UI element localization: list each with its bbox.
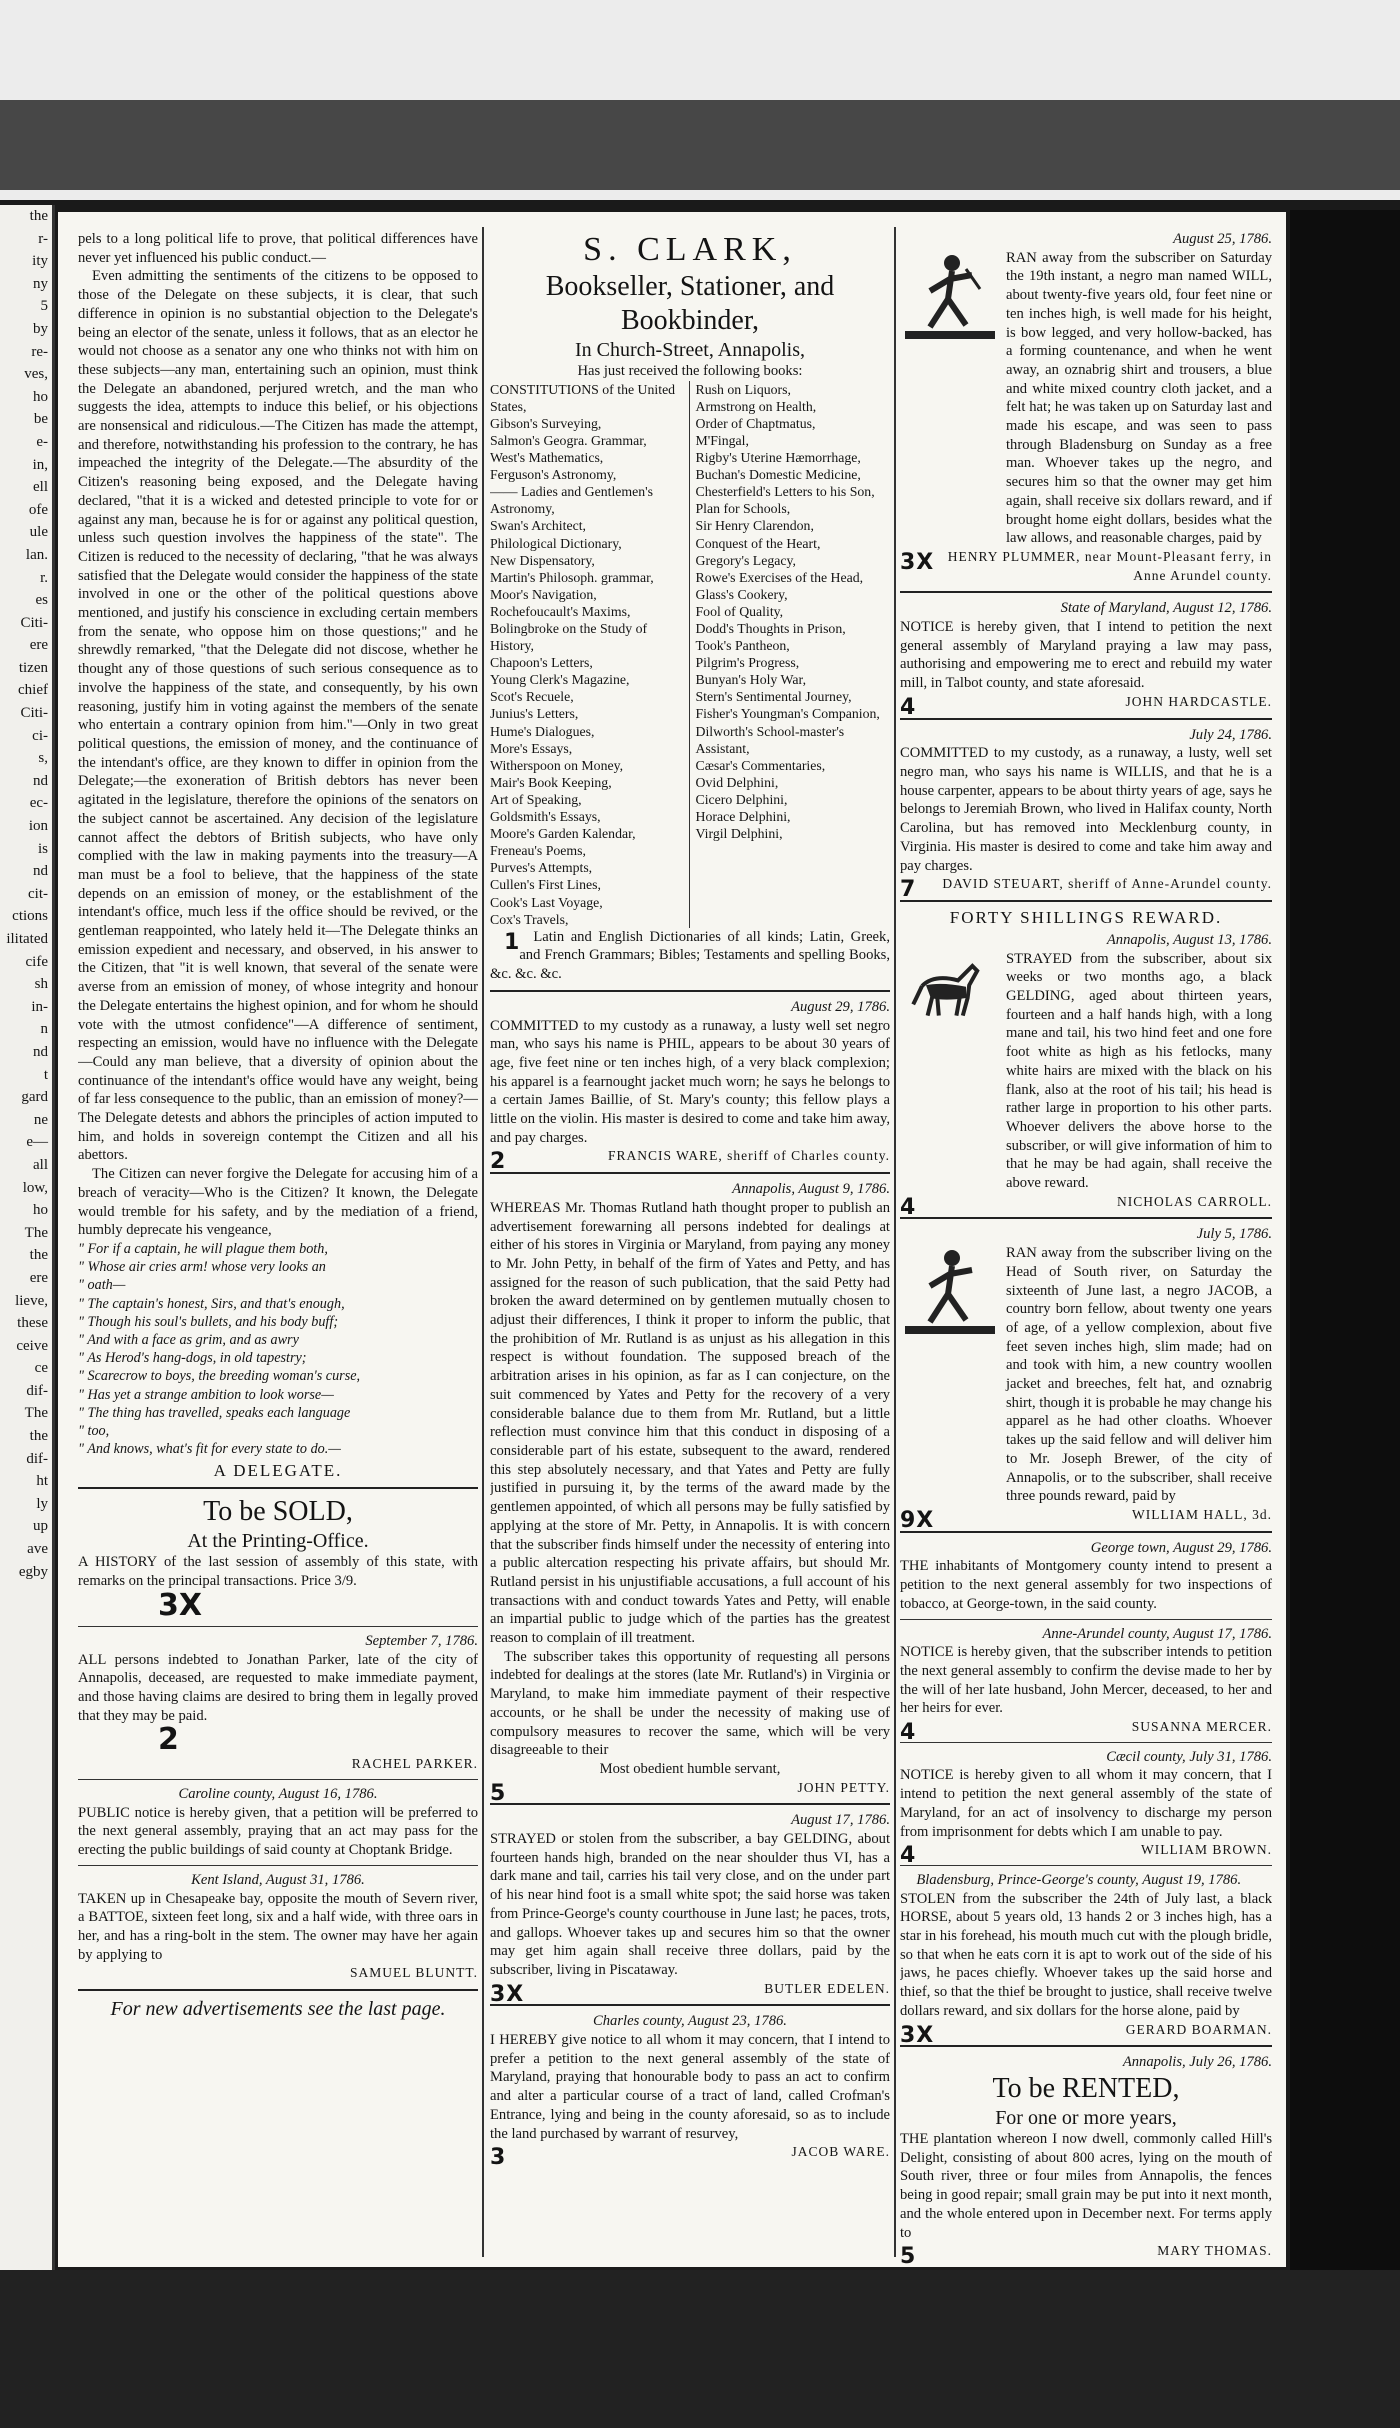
handwritten-mark: 3X: [900, 2022, 935, 2048]
book-list: [490, 381, 890, 928]
margin-fragment: ity: [32, 253, 48, 270]
book-title: Philological Dictionary,: [490, 535, 622, 551]
divider: [78, 1487, 478, 1489]
divider: [900, 1742, 1272, 1743]
ad-title: To be SOLD,: [203, 1496, 353, 1528]
ad-intro: Has just received the following books:: [577, 363, 803, 379]
margin-fragment: ny: [33, 275, 48, 292]
book-title: —— Ladies and Gentlemen's Astronomy,: [490, 484, 654, 517]
margin-fragment: re-: [31, 343, 48, 360]
margin-fragment: r-: [38, 230, 48, 247]
margin-fragment: r.: [40, 569, 48, 586]
book-title: Chesterfield's Letters to his Son,: [695, 484, 875, 500]
ad-title: To be RENTED,: [992, 2072, 1180, 2104]
book-spine: [1290, 210, 1400, 2310]
column-left: [78, 230, 478, 2021]
handwritten-mark: 2: [158, 1722, 179, 1758]
article-text: The Citizen can never forgive the Delegate for accusing him of a breach of veracity—Who is the Citizen? It known, the Delegate would tremble for his safety, and by the mediation of a friend, humbly deprecate his vengeance,: [78, 1166, 478, 1239]
ad-body: STRAYED from the subscriber, about six weeks or two months ago, a black GELDING, aged about thirteen years, fourteen and a half hands high, with a long mane and tail, his two hind feet and one fore foot white as high as his fetlocks, many white hairs are mixed with the black on his flank, also at the root of his tail; his head is rather large in proportion to his other parts. Whoever delivers the above horse to the subscriber, or will give information of him to that he may be had again, shall receive the above reward.: [1006, 950, 1272, 1192]
book-title: Witherspoon on Money,: [490, 757, 624, 773]
book-title: Cæsar's Commentaries,: [695, 757, 826, 773]
runaway-ad: [900, 249, 1272, 548]
ad-signature: 3X HENRY PLUMMER, near Mount-Pleasant ferry, in Anne Arundel county.: [900, 548, 1272, 583]
book-title: Fisher's Youngman's Companion,: [695, 706, 880, 722]
margin-fragment: all: [33, 1156, 48, 1173]
handwritten-mark: 3X: [490, 1981, 525, 2007]
margin-fragment: chief: [18, 682, 48, 699]
margin-fragment: cit-: [28, 885, 48, 902]
margin-fragment: dif-: [26, 1450, 48, 1467]
left-page-strip: [0, 205, 55, 2285]
newspaper-page: [58, 212, 1286, 2267]
book-title: West's Mathematics,: [490, 450, 604, 466]
book-title: Junius's Letters,: [490, 706, 579, 722]
ad-body: 1 Latin and English Dictionaries of all kinds; Latin, Greek, and French Grammars; Bibles; Testaments and spelling Books, &c. &c. &c.: [490, 928, 890, 983]
divider: [900, 1217, 1272, 1219]
book-title: Bolingbroke on the Study of History,: [490, 621, 648, 654]
article-text: pels to a long political life to prove, that political differences have never yet influenced his public conduct.—: [78, 231, 478, 266]
ad-date: Anne-Arundel county, August 17, 1786.: [1042, 1625, 1272, 1642]
margin-fragment: The: [24, 1405, 48, 1422]
ad-signature: 9X WILLIAM HALL, 3d.: [900, 1506, 1272, 1525]
margin-fragment: 5: [40, 298, 48, 315]
ad-body: A HISTORY of the last session of assembly of this state, with remarks on the principal transactions. Price 3/9.: [78, 1554, 478, 1590]
divider: [78, 1865, 478, 1866]
margin-fragment: ion: [28, 818, 48, 835]
handwritten-mark: 3: [490, 2145, 507, 2171]
margin-fragment: ho: [33, 388, 48, 405]
margin-fragment: ht: [36, 1473, 48, 1490]
handwritten-mark: 4: [900, 1194, 917, 1220]
book-title: Plan for Schools,: [695, 501, 791, 517]
article-text: Even admitting the sentiments of the citizens to be opposed to those of the Delegate on these subjects, it is clear, that such difference in opinion is no substantial objection to the Delegate's being an elector of the senate, unless it follows, that as an elector he would not choose as a senator any one who thinks not with him on these subjects—any man, entertaining such an opinion, must think the Delegate an abandoned, perjured wretch, and the man who suggests the idea, attempts to induce this belief, or his objections are nonsensical and ridiculous.—The Citizen has made the attempt, and therefore, notwithstanding his profession to the contrary, he has impeached the integrity of the Delegate.—The absurdity of the Citizen's reasoning being exposed, and the Delegate having declared, "that it is a wicked and detested principle to vote for or against any man, because he is for or against any political question, unless such question involves the happiness of the state". The Citizen is reduced to the necessity of declaring, "that he was always satisfied that the Delegate would consider the happiness of the state involved in one or the other of the political questions above mentioned, and justify his conscience in excluding certain members from the senate, who oppose him on those questions;" and he shrewdly remarked, "that the Delegate did not discose, whether he thought any of those questions of such serious consequence as to involve the happiness of the state, and consequently, by his own reasoning, justify him in voting against the members of the senate who entertain a contrary opinion from him."—Only in two great political questions, the emission of money, and the continuance of the intendant's office, are they known to differ in opinion from the Delegate;—the exoneration of British debtors has never been agitated in the legislature, therefore the opinions of the senators on the subject cannot be ascertained. Any decision of the legislature cannot affect the debtors of British subjects, who have only complied with the law in making payments into the treasury—A man must be a fool to believe, that the happiness of the state depends on an emission of money, or the establishment of the intendant's office, much less if the office should be revived, or the gentleman reappointed, who lately held it—The Delegate thinks an emission expedient and necessary, and observed, in his answer to the Citizen, that "it is well known, that several of the senate were averse from an emission of money, of whose integrity and honour the Delegate entertains the highest opinion, and for whom he should vote with the utmost confidence"—A difference of sentiment, respecting an emission, would have no influence with the Delegate—Could any man believe, that a diversity of opinion about the continuance of the intendant's office would have any weight, being of far less consequence to the public, than an emission of money?—The Delegate detests and abhors the principles of action imputed to him, and holds in sovereign contempt the Citizen and all his abettors.: [78, 268, 478, 1164]
verse-line: " And knows, what's fit for every state to do.—: [78, 1441, 341, 1458]
ad-signature: 4 JOHN HARDCASTLE.: [900, 693, 1272, 712]
book-title: Ferguson's Astronomy,: [490, 467, 617, 483]
divider: [900, 1531, 1272, 1533]
verse-line: " Has yet a strange ambition to look worse—: [78, 1386, 334, 1403]
book-title: Horace Delphini,: [695, 809, 791, 825]
margin-fragment: ule: [29, 524, 48, 541]
margin-fragment: Citi-: [20, 705, 48, 722]
margin-fragment: ofe: [28, 501, 48, 518]
signoff: A DELEGATE.: [213, 1461, 343, 1481]
ad-body: NOTICE is hereby given, that the subscriber intends to petition the next general assembly to confirm the devise made to her by the will of her late husband, John Mercer, deceased, to her and her heirs for ever.: [900, 1644, 1272, 1717]
handwritten-mark: 4: [900, 694, 917, 720]
ad-body: TAKEN up in Chesapeake bay, opposite the mouth of Severn river, a BATTOE, sixteen feet long, six and a half wide, with three oars in her, and has a ring-bolt in the stem. The owner may have her again by applying to: [78, 1890, 478, 1963]
margin-fragment: ere: [29, 1269, 48, 1286]
book-title: Cullen's First Lines,: [490, 877, 601, 893]
margin-fragment: ave: [27, 1541, 48, 1558]
book-title: Gregory's Legacy,: [695, 552, 796, 568]
handwritten-mark: 1: [504, 929, 520, 955]
verse-line: " too,: [78, 1423, 110, 1439]
ad-title: FORTY SHILLINGS REWARD.: [949, 907, 1223, 927]
margin-fragment: be: [33, 411, 48, 428]
verse-line: " Scarecrow to boys, the breeding woman's curse,: [78, 1368, 361, 1385]
ad-signature: 5 MARY THOMAS.: [900, 2242, 1272, 2261]
margin-fragment: The: [24, 1224, 48, 1241]
ad-body: THE plantation whereon I now dwell, commonly called Hill's Delight, consisting of about 800 acres, lying on the mouth of South river, three or four miles from Annapolis, the fences being in good repair; small grain may be put into it next month, and the whole entered upon in December next. For terms apply to: [900, 2130, 1272, 2241]
book-title: Goldsmith's Essays,: [490, 809, 601, 825]
ad-signature: 4 NICHOLAS CARROLL.: [900, 1193, 1272, 1212]
verse-line: " As Herod's hang-dogs, in old tapestry;: [78, 1350, 307, 1367]
book-title: Rush on Liquors,: [695, 381, 791, 397]
ad-date: Annapolis, August 13, 1786.: [1106, 931, 1272, 948]
book-title: Order of Chaptmatus,: [695, 415, 816, 431]
book-title: Mair's Book Keeping,: [490, 774, 612, 790]
book-title: Cox's Travels,: [490, 911, 569, 927]
divider: [78, 1989, 478, 1991]
page-footer-note: For new advertisements see the last page.: [110, 1998, 446, 2021]
handwritten-mark: 7: [900, 877, 917, 903]
ad-body: RAN away from the subscriber on Saturday the 19th instant, a negro man named WILL, about twenty-five years old, four feet nine or ten inches high, is well made for his height, is bow legged, and very hollow-backed, has a forming countenance, and when he went away, an oznabrig shirt and trousers, a blue and white mixed country cloth jacket, and a felt hat; he was taken up on Saturday last and made his escape, and was seen to pass through Bladensburg on Sunday as a free man. Whoever takes up the negro, and secures him so that the owner may get him again, shall receive six dollars reward, and if brought home eight dollars, besides what the law allows, and reasonable charges, paid by: [1006, 249, 1272, 547]
margin-fragment: in-: [31, 998, 48, 1015]
ad-signature: 3X BUTLER EDELEN.: [490, 1980, 890, 1999]
ad-body: COMMITTED to my custody as a runaway, a lusty well set negro man, who says his name is PHIL, appears to be about 30 years of age, five feet nine or ten inches high, of a very black complexion; his apparel is a fearnought jacket much worn; he says he belongs to a certain James Baillie, of St. Mary's county; this fellow plays a little on the violin. His master is desired to come and take him away, and pay charges.: [490, 1017, 890, 1146]
book-title: More's Essays,: [490, 740, 573, 756]
book-title: CONSTITUTIONS of the United States,: [490, 381, 676, 414]
ad-signature: 2 FRANCIS WARE, sheriff of Charles county.: [490, 1147, 890, 1166]
divider: [900, 900, 1272, 902]
ad-date: Charles county, August 23, 1786.: [593, 2013, 787, 2030]
ad-date: Cæcil county, July 31, 1786.: [1106, 1748, 1272, 1765]
scan-bottom-shadow: [0, 2270, 1400, 2428]
margin-fragment: sh: [34, 976, 48, 993]
ad-date: September 7, 1786.: [365, 1632, 478, 1649]
margin-fragment: Citi-: [20, 614, 48, 631]
handwritten-mark: 9X: [900, 1508, 935, 1533]
margin-fragment: lieve,: [15, 1292, 48, 1309]
ad-date: George town, August 29, 1786.: [1090, 1539, 1272, 1556]
divider: [900, 1865, 1272, 1866]
ad-subtitle: At the Printing-Office.: [187, 1530, 369, 1553]
handwritten-mark: 4: [900, 1720, 917, 1746]
ad-body: THE inhabitants of Montgomery county intend to present a petition to the next general assembly for two inspections of tobacco, at George-town, in the said county.: [900, 1558, 1272, 1612]
book-title: Bunyan's Holy War,: [695, 672, 807, 688]
ad-signature: RACHEL PARKER.: [351, 1756, 478, 1772]
margin-fragment: ilitated: [6, 931, 48, 947]
margin-fragment: up: [33, 1518, 48, 1535]
ad-closing: Most obedient humble servant,: [599, 1760, 781, 1777]
margin-fragment: es: [35, 592, 48, 609]
book-title: Hume's Dialogues,: [490, 723, 595, 739]
book-title: Chapoon's Letters,: [490, 655, 593, 671]
margin-fragment: ec-: [29, 795, 48, 812]
handwritten-mark: 2: [490, 1149, 507, 1175]
margin-fragment: nd: [33, 863, 48, 880]
book-title: Cook's Last Voyage,: [490, 894, 603, 910]
book-title: Virgil Delphini,: [695, 826, 783, 842]
margin-fragment: dif-: [26, 1382, 48, 1399]
margin-fragment: ceive: [16, 1337, 48, 1354]
book-title: Ovid Delphini,: [695, 774, 779, 790]
book-title: Sir Henry Clarendon,: [695, 518, 814, 534]
divider: [490, 990, 890, 992]
ad-body: The subscriber takes this opportunity of requesting all persons indebted for dealings at the stores (late Mr. Rutland's) in Virginia or Maryland, to make him immediate payment of their respective accounts, or he shall be under the necessity of making use of compulsory measures to recover the same, which will be very disagreeable to their: [490, 1648, 890, 1759]
book-title: Pilgrim's Progress,: [695, 655, 800, 671]
ad-body: PUBLIC notice is hereby given, that a petition will be preferred to the next general assembly, praying that an act may pass for the erecting the public buildings of said county at Choptank Bridge.: [78, 1804, 478, 1859]
book-title: Dilworth's School-master's Assistant,: [695, 723, 845, 756]
margin-fragment: ves,: [24, 366, 48, 383]
ad-signature: 4 SUSANNA MERCER.: [900, 1718, 1272, 1737]
margin-fragment: low,: [22, 1179, 48, 1196]
ad-signature: 4 WILLIAM BROWN.: [900, 1841, 1272, 1860]
ad-body: NOTICE is hereby given, that I intend to petition the next general assembly of Maryland praying a law may pass, authorising and empowering me to erect and rebuild my water mill, in Talbot county, and state aforesaid.: [900, 619, 1272, 692]
ad-signature: 5 JOHN PETTY.: [490, 1779, 890, 1798]
margin-fragment: is: [37, 840, 48, 857]
margin-fragment: s,: [38, 750, 48, 767]
ad-signature: 3X GERARD BOARMAN.: [900, 2021, 1272, 2040]
margin-fragment: ctions: [12, 908, 48, 925]
book-title: Rowe's Exercises of the Head,: [695, 569, 864, 585]
divider: [900, 591, 1272, 593]
handwritten-mark: 5: [490, 1780, 507, 1806]
book-title: Fool of Quality,: [695, 603, 784, 619]
margin-fragment: ho: [33, 1202, 48, 1219]
ad-body: COMMITTED to my custody, as a runaway, a lusty, well set negro man, who says his name is WILLIS, and that he is a house carpenter, appears to be about thirty years of age, says he belongs to Jeremiah Brown, who lived in Halifax county, North Carolina, but has removed into Mecklenburg county, in Virginia. His master is desired to come and take him away and pay charges.: [900, 745, 1272, 874]
book-title: Purves's Attempts,: [490, 860, 593, 876]
book-title: Dodd's Thoughts in Prison,: [695, 621, 846, 637]
column-middle: [490, 230, 890, 2173]
handwritten-mark: 5: [900, 2244, 917, 2267]
divider: [78, 1626, 478, 1627]
margin-fragment: ere: [29, 637, 48, 654]
runaway-ad: [900, 1244, 1272, 1506]
strayed-horse-ad: [900, 950, 1272, 1193]
margin-fragment: gard: [21, 1089, 48, 1106]
book-title: New Dispensatory,: [490, 552, 595, 568]
book-title: Rigby's Uterine Hæmorrhage,: [695, 450, 861, 466]
divider: [490, 2004, 890, 2006]
column-right: [900, 230, 1272, 2267]
ad-signature: SAMUEL BLUNTT.: [350, 1965, 478, 1981]
ad-date: July 5, 1786.: [1196, 1226, 1272, 1243]
verse-line: " oath—: [78, 1277, 126, 1294]
ad-body: STOLEN from the subscriber the 24th of July last, a black HORSE, about 5 years old, 13 hands 2 or 3 inches high, has a star in his forehead, his mouth much cut with the plough bridle, so that when he eats corn it is apt to work out of the side of his jaws, he paces chiefly. Whoever takes up the said horse and thief, so that the thief be brought to justice, shall receive twelve dollars reward, and six dollars for the horse alone, paid by: [900, 1890, 1272, 2019]
margin-fragment: these: [17, 1315, 48, 1332]
handwritten-mark: 3X: [900, 549, 935, 575]
verse-line: " Though his soul's bullets, and his body buff;: [78, 1313, 339, 1330]
ad-subtitle: For one or more years,: [995, 2106, 1177, 2129]
ad-date: Bladensburg, Prince-George's county, August 19, 1786.: [916, 1871, 1242, 1888]
margin-fragment: cife: [25, 953, 48, 970]
margin-fragment: the: [29, 1428, 48, 1445]
book-title: Cicero Delphini,: [695, 791, 788, 807]
ad-subtitle: Bookseller, Stationer, and Bookbinder,: [545, 271, 835, 336]
margin-fragment: egby: [18, 1563, 48, 1580]
ad-title: S. CLARK,: [583, 231, 797, 268]
margin-fragment: nd: [33, 772, 48, 789]
book-list-right: [690, 381, 891, 928]
ad-date: July 24, 1786.: [1189, 726, 1272, 743]
book-title: Buchan's Domestic Medicine,: [695, 467, 861, 483]
book-title: Art of Speaking,: [490, 791, 582, 807]
verse-block: [78, 1240, 478, 1458]
column-rule: [482, 227, 484, 2257]
verse-line: " The thing has travelled, speaks each language: [78, 1404, 351, 1421]
book-title: Conquest of the Heart,: [695, 535, 821, 551]
ad-address: In Church-Street, Annapolis,: [575, 339, 805, 361]
book-title: Swan's Architect,: [490, 518, 586, 534]
divider: [490, 1172, 890, 1174]
ad-date: State of Maryland, August 12, 1786.: [1060, 600, 1272, 617]
book-list-left: [490, 381, 690, 928]
book-title: Moore's Garden Kalendar,: [490, 826, 636, 842]
ad-date: August 25, 1786.: [1173, 231, 1272, 247]
margin-fragment: tizen: [18, 659, 48, 676]
verse-line: " The captain's honest, Sirs, and that's enough,: [78, 1295, 345, 1312]
book-title: Glass's Cookery,: [695, 586, 788, 602]
ad-body: RAN away from the subscriber living on the Head of South river, on Saturday the sixteenth of June last, a negro JACOB, a country born fellow, about twenty one years of age, of a yellow complexion, about five feet seven inches high, slim made; had on and took with him, a new country woollen jacket and breeches, felt hat, and oznabrig shirt, though it is probable he may change his apparel as he had other cloaths. Whoever takes up the said fellow and will deliver him to Mr. Joseph Brewer, of the city of Annapolis, or to the subscriber, shall receive three pounds reward, paid by: [1006, 1245, 1272, 1505]
margin-fragment: t: [43, 1066, 48, 1083]
book-title: Martin's Philosoph. grammar,: [490, 569, 654, 585]
horse-icon: [900, 950, 1000, 1030]
margin-fragment: lan.: [25, 546, 48, 563]
verse-line: " For if a captain, he will plague them both,: [78, 1240, 328, 1257]
ad-date: Annapolis, August 9, 1786.: [732, 1181, 890, 1198]
ad-body: WHEREAS Mr. Thomas Rutland hath thought proper to publish an advertisement forewarning all persons indebted for dealings at either of his stores in Virginia or Maryland, from paying any money to Mr. John Petty, in behalf of the firm of Yates and Petty, and has assigned for the reason of such publication, that the said Petty had broken the award determined on by gentlemen mutually chosen to adjust their differences, I think it proper to inform the public, that the prohibition of Mr. Rutland is as unjust as his allegation in this respect is without foundation. The supposed breach of the arbitration arises in his opinion, as far as I can conjecture, on the suit commenced by Yates and Petty for the recovery of a very considerable balance due to them from Mr. Rutland, but a little reflection must convince him that this conduct in disposing of a considerable part of his estate, subsequent to the award, rendered this step absolutely necessary, and that Yates and Petty are fully justified in pursuing it, by the terms of the award made by the gentlemen appointed, of which all persons may be fully satisfied by applying at the store of Mr. Petty, in Annapolis. It is with concern that the subscriber finds himself under the necessity of entering into a public altercation respecting his private affairs, but should Mr. Rutland persist in his unjustifiable accusations, a full account of his transactions with and conduct towards Yates and Petty, will enable an impartial public to judge which of the parties has the greatest reason to complain of ill treatment.: [490, 1199, 890, 1647]
book-title: Gibson's Surveying,: [490, 415, 602, 431]
book-title: Rochefoucault's Maxims,: [490, 603, 631, 619]
book-title: Stern's Sentimental Journey,: [695, 689, 852, 705]
ad-signature: 3 JACOB WARE.: [490, 2143, 890, 2162]
book-title: Scot's Recuele,: [490, 689, 574, 705]
margin-fragment: ne: [33, 1111, 48, 1128]
verse-line: " And with a face as grim, and as awry: [78, 1331, 299, 1348]
ad-date: August 29, 1786.: [791, 998, 890, 1015]
divider: [78, 1779, 478, 1780]
divider: [490, 1803, 890, 1805]
divider: [900, 2045, 1272, 2047]
scan-top-margin: [0, 0, 1400, 200]
margin-fragment: the: [29, 1247, 48, 1264]
book-title: Young Clerk's Magazine,: [490, 672, 630, 688]
ad-signature: 7 DAVID STEUART, sheriff of Anne-Arundel county.: [900, 875, 1272, 894]
ad-body: I HEREBY give notice to all whom it may concern, that I intend to prefer a petition to the next general assembly of the state of Maryland, praying that honourable body to pass an act to confirm and alter a particular course of a tract of land, called Crofman's Entrance, lying and being in the county aforesaid, so as to include the land purchased by warrant of resurvey,: [490, 2032, 890, 2142]
margin-fragment: ce: [34, 1360, 48, 1377]
ad-date: Kent Island, August 31, 1786.: [191, 1871, 365, 1888]
book-title: M'Fingal,: [695, 432, 749, 448]
ad-body: STRAYED or stolen from the subscriber, a bay GELDING, about fourteen hands high, branded on the near shoulder thus VI, has a dark mane and tail, carries his tail very close, and on the under part of his near hind foot is a small white spot; the said horse was taken from Prince-George's county courthouse in June last; he paces, trots, and gallops. Whoever takes up and secures him so that the owner may get him again shall receive three dollars, paid by the subscriber, living in Piscataway.: [490, 1831, 890, 1978]
divider: [900, 718, 1272, 720]
ad-date: Caroline county, August 16, 1786.: [178, 1786, 378, 1803]
margin-fragment: e—: [26, 1134, 48, 1151]
ad-date: Annapolis, July 26, 1786.: [1122, 2054, 1272, 2071]
ad-date: August 17, 1786.: [791, 1812, 890, 1829]
running-figure-icon: [900, 1244, 1000, 1344]
ad-body: NOTICE is hereby given to all whom it may concern, that I intend to petition the next general assembly of the state of Maryland, for an act of insolvency to discharge my person from imprisonment for debts which I am unable to pay.: [900, 1767, 1272, 1840]
book-title: Moor's Navigation,: [490, 586, 597, 602]
margin-fragment: by: [33, 320, 48, 337]
book-title: Freneau's Poems,: [490, 843, 586, 859]
book-title: Armstrong on Health,: [695, 398, 817, 414]
book-title: Salmon's Geogra. Grammar,: [490, 432, 647, 448]
margin-fragment: n: [40, 1021, 48, 1038]
margin-fragment: in,: [32, 456, 48, 473]
divider: [900, 1619, 1272, 1620]
handwritten-mark: 3X: [158, 1587, 203, 1623]
handwritten-mark: 4: [900, 1843, 917, 1869]
ad-body: ALL persons indebted to Jonathan Parker, late of the city of Annapolis, deceased, are requested to make immediate payment, and those having claims are desired to bring them in legally proved that they may be paid.: [78, 1651, 478, 1724]
scan-shadow-band: [0, 100, 1400, 190]
verse-line: " Whose air cries arm! whose very looks an: [78, 1259, 326, 1276]
column-rule: [894, 227, 896, 2257]
margin-fragment: ly: [36, 1495, 48, 1512]
book-title: Took's Pantheon,: [695, 638, 790, 654]
running-figure-icon: [900, 249, 1000, 349]
margin-fragment: e-: [36, 433, 48, 450]
margin-fragment: ci-: [32, 727, 48, 744]
margin-fragment: the: [29, 208, 48, 224]
margin-fragment: nd: [33, 1043, 48, 1060]
margin-fragment: ell: [33, 479, 48, 496]
